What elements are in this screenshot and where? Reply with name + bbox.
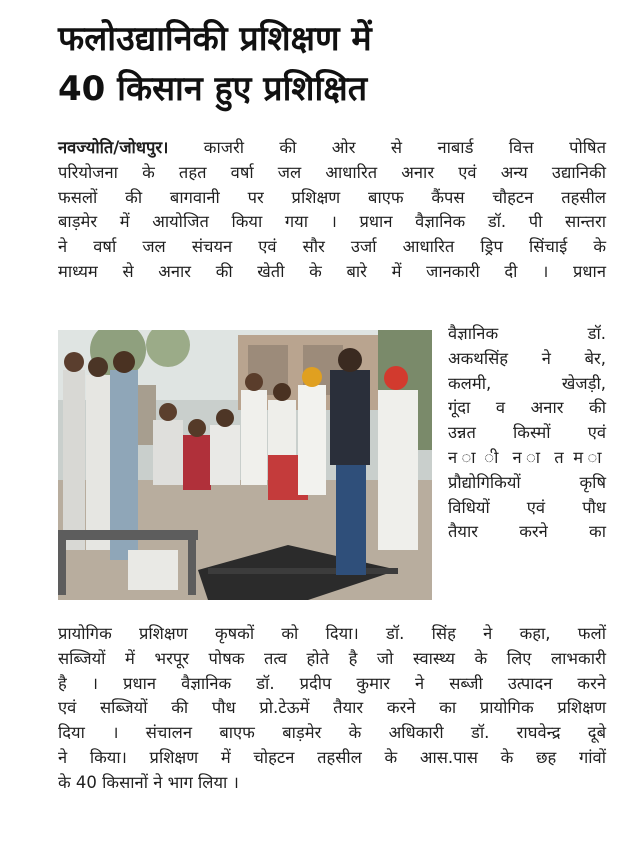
article-line: उन्नत किस्मों एवं (448, 423, 606, 443)
article-line: माध्यम से अनार की खेती के बारे में जानकारी दी । प्रधान (58, 261, 606, 281)
headline (58, 14, 598, 114)
article-line: ने वर्षा जल संचयन एवं सौर उर्जा आधारित ड्रिप सिंचाई के (58, 237, 606, 257)
article-line: अकथसिंह ने बेर, (448, 348, 606, 368)
article-line: फसलों की बागवानी पर प्रशिक्षण बाएफ कैंपस चौहटन तहसील (58, 187, 606, 207)
article-line: दिया । संचालन बाएफ बाड़मेर के अधिकारी डॉ. राघवेन्द्र दूबे (58, 723, 606, 743)
article-line: न ा ी न ा त म ा (448, 447, 606, 467)
article-line: कलमी, खेजड़ी, (448, 373, 606, 393)
article-side-column (448, 322, 606, 545)
article-line: प्रायोगिक प्रशिक्षण कृषकों को दिया। डॉ. सिंह ने कहा, फलों (58, 624, 606, 643)
article-line-text: काजरी की ओर से नाबार्ड वित्त पोषित (168, 138, 606, 157)
article-line: सब्जियों में भरपूर पोषक तत्व होते है जो स्वास्थ्य के लिए लाभकारी (58, 648, 606, 668)
article-line: वैज्ञानिक डॉ. (448, 324, 606, 343)
article-line: विधियों एवं पौध (448, 497, 606, 517)
article-line: एवं सब्जियों की पौध प्रो.टेऊमें तैयार करने का प्रायोगिक प्रशिक्षण (58, 698, 606, 718)
article-line: गूंदा व अनार की (448, 398, 606, 418)
article-line: के 40 किसानों ने भाग लिया । (58, 772, 239, 792)
photo-training-session-icon (58, 330, 432, 600)
news-photo (58, 330, 432, 600)
article-top-paragraph (58, 136, 606, 285)
dateline: नवज्योति/जोधपुर। (58, 138, 169, 157)
headline-line-1: फलोउद्यानिकी प्रशिक्षण में (58, 19, 372, 59)
article-line: ने किया। प्रशिक्षण में चोहटन तहसील के आस.पास के छह गांवों (58, 747, 606, 767)
article-line: बाड़मेर में आयोजित किया गया । प्रधान वैज्ञानिक डॉ. पी सान्तरा (58, 212, 606, 232)
article-line (58, 136, 606, 161)
article-line: तैयार करने का (448, 522, 606, 542)
article-line: परियोजना के तहत वर्षा जल आधारित अनार एवं अन्य उद्यानिकी (58, 162, 606, 182)
article-line: प्रौद्योगिकियों कृषि (448, 472, 606, 492)
headline-line-2: 40 किसान हुए प्रशिक्षित (58, 69, 368, 109)
article-line: है । प्रधान वैज्ञानिक डॉ. प्रदीप कुमार ने सब्जी उत्पादन करने (58, 673, 606, 693)
article-bottom-paragraph (58, 622, 606, 796)
